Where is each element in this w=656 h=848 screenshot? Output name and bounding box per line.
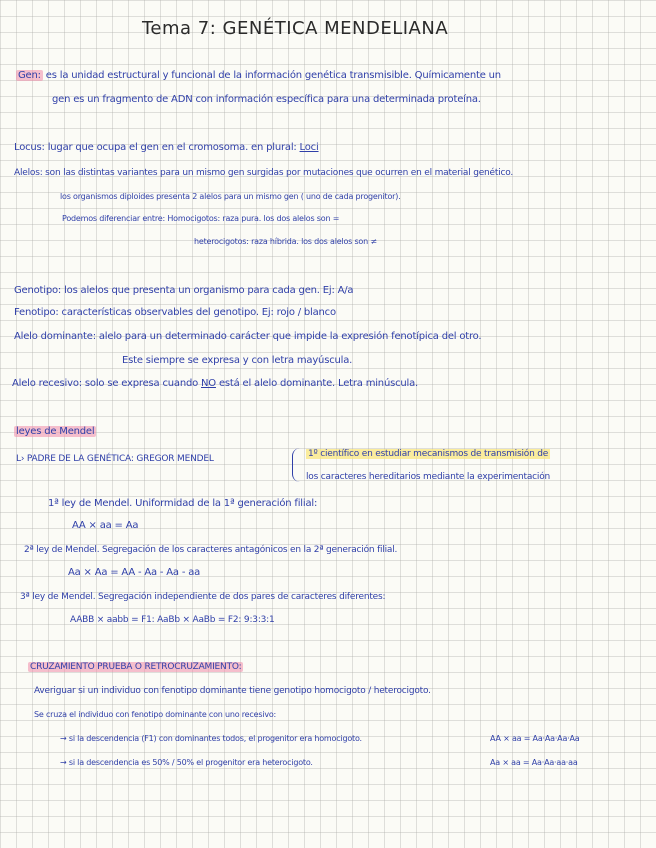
alelo-dominante-line2: Este siempre se expresa y con letra mayúscula. (122, 355, 353, 366)
alelos-line2: los organismos diploides presenta 2 alelos para un mismo gen ( uno de cada progenitor). (60, 192, 401, 201)
cruzamiento-heading (28, 662, 243, 672)
padre-genetica: L› PADRE DE LA GENÉTICA: GREGOR MENDEL (16, 454, 214, 464)
ley2-example: Aa × Aa = AA - Aa - Aa - aa (68, 567, 201, 578)
cruzamiento-line1: Averiguar si un individuo con fenotipo dominante tiene genotipo homocigoto / heterocigoto. (34, 686, 431, 696)
locus-definition (14, 142, 319, 153)
recesivo-text-a: Alelo recesivo: solo se expresa cuando (12, 378, 199, 389)
cruzamiento-line4-example: Aa × aa = Aa·Aa·aa·aa (490, 758, 578, 767)
ley3-title: 3ª ley de Mendel. Segregación independiente de dos pares de caracteres diferentes: (20, 592, 386, 602)
alelos-line3: Podemos diferenciar entre: Homocigotos: raza pura. los dos alelos son = (62, 214, 340, 223)
brace-line1 (306, 449, 550, 459)
page-title: Tema 7: GENÉTICA MENDELIANA (142, 18, 449, 39)
ley1-example: AA × aa = Aa (72, 520, 139, 531)
ley3-example: AABB × aabb = F1: AaBb × AaBb = F2: 9:3:3:1 (70, 615, 275, 625)
genotipo-definition: Genotipo: los alelos que presenta un organismo para cada gen. Ej: A/a (14, 285, 354, 296)
ley2-title: 2ª ley de Mendel. Segregación de los caracteres antagónicos en la 2ª generación filial. (24, 545, 398, 555)
alelos-line1: Alelos: son las distintas variantes para un mismo gen surgidas por mutaciones que ocurren en el material genético. (14, 168, 514, 178)
cruzamiento-line3-example: AA × aa = Aa·Aa·Aa·Aa (490, 734, 580, 743)
brace-line2: los caracteres hereditarios mediante la experimentación (306, 472, 551, 482)
gen-definition-line1 (16, 70, 501, 81)
ley1-title: 1ª ley de Mendel. Uniformidad de la 1ª generación filial: (48, 498, 318, 509)
cruzamiento-line3: → si la descendencia (F1) con dominantes todos, el progenitor era homocigoto. (60, 734, 362, 743)
cruzamiento-line4: → si la descendencia es 50% / 50% el progenitor era heterocigoto. (60, 758, 313, 767)
alelo-dominante-line1: Alelo dominante: alelo para un determinado carácter que impide la expresión fenotípica del otro. (14, 331, 482, 342)
alelos-line4: heterocigotos: raza híbrida. los dos alelos son ≠ (194, 237, 377, 246)
gen-definition-line2: gen es un fragmento de ADN con información específica para una determinada proteína. (52, 94, 481, 105)
brace-line1-text: 1º científico en estudiar mecanismos de transmisión de (308, 449, 549, 459)
cruzamiento-line2: Se cruza el individuo con fenotipo dominante con uno recesivo: (34, 710, 277, 719)
leyes-heading (14, 426, 96, 437)
leyes-heading-text: leyes de Mendel (16, 426, 95, 437)
locus-plural: Loci (299, 142, 319, 153)
gen-label: Gen: (18, 70, 41, 81)
fenotipo-definition: Fenotipo: características observables del genotipo. Ej: rojo / blanco (14, 307, 336, 318)
recesivo-text-b: está el alelo dominante. Letra minúscula. (218, 378, 419, 389)
cruzamiento-heading-text: CRUZAMIENTO PRUEBA O RETROCRUZAMIENTO: (30, 662, 242, 672)
alelo-recesivo-definition (12, 378, 418, 389)
recesivo-no: NO (201, 378, 216, 389)
locus-text: Locus: lugar que ocupa el gen en el cromosoma. en plural: (14, 142, 297, 153)
brace-shape (292, 448, 303, 482)
gen-text1: es la unidad estructural y funcional de la información genética transmisible. Químicamente un (45, 70, 501, 81)
